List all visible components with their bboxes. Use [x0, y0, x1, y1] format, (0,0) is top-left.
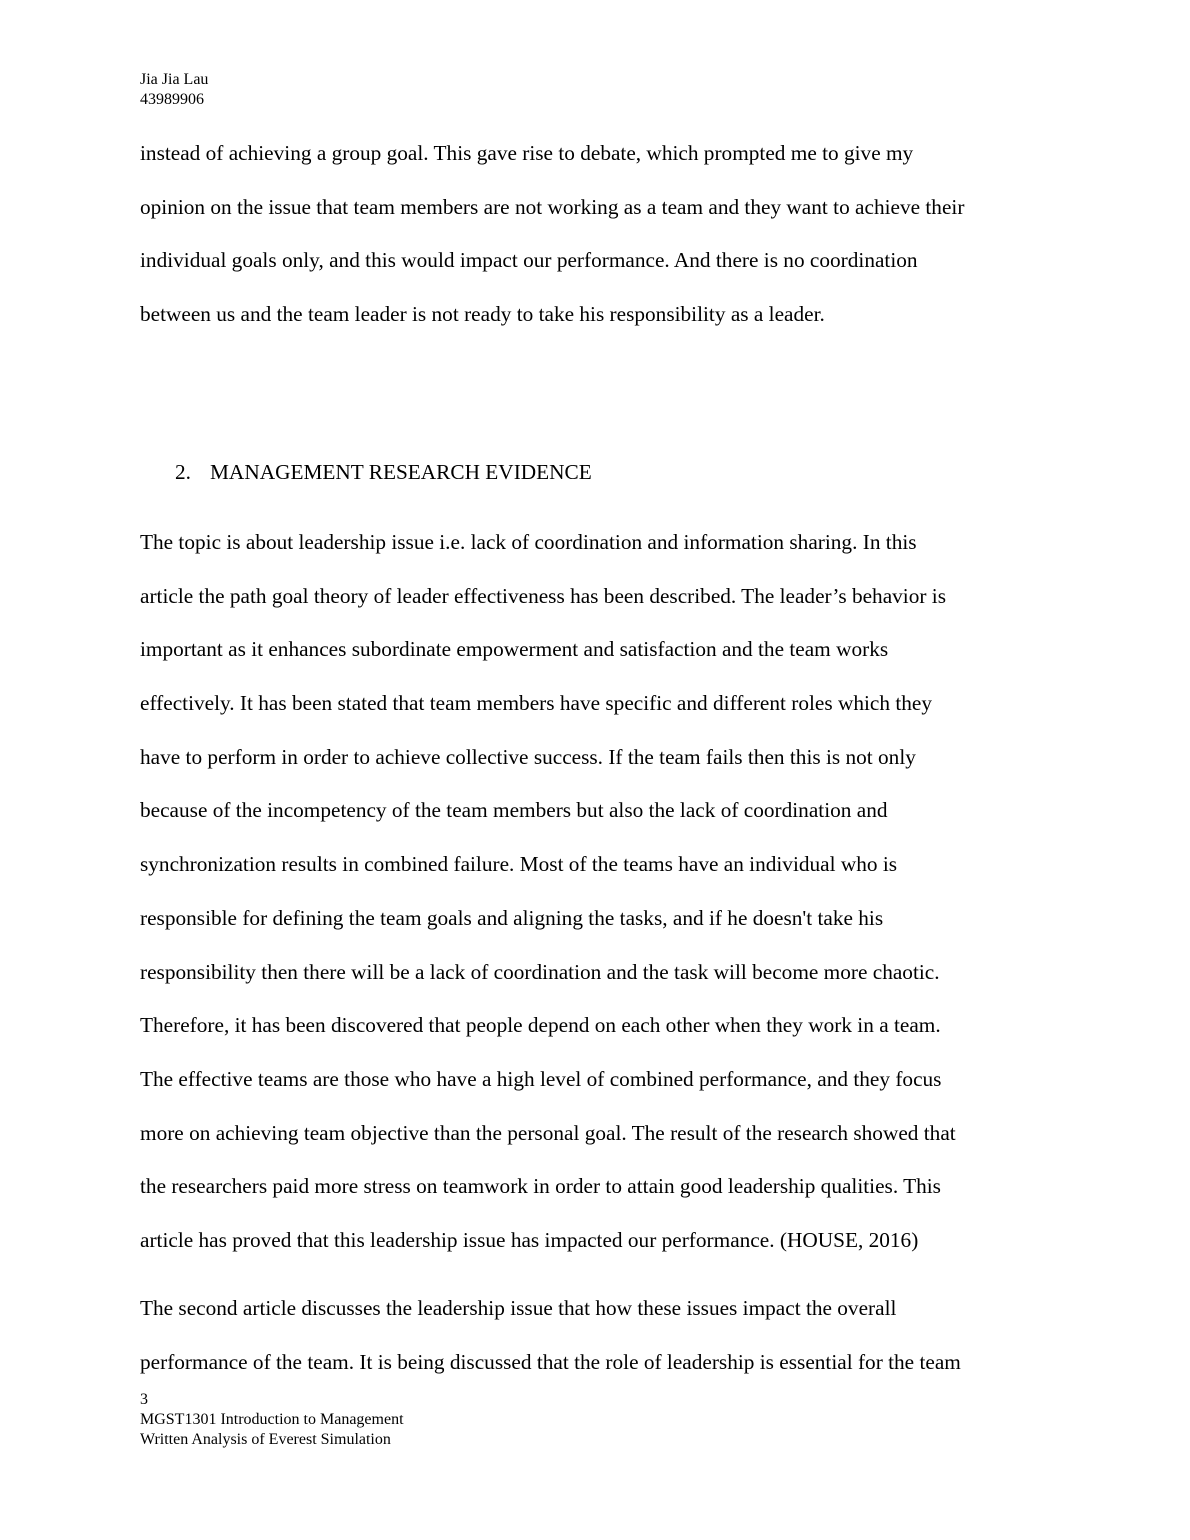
- text-line: The second article discusses the leadership issue that how these issues impact the overall: [140, 1296, 897, 1320]
- text-line: performance of the team. It is being discussed that the role of leadership is essential for the team: [140, 1349, 961, 1374]
- section-title: MANAGEMENT RESEARCH EVIDENCE: [210, 460, 592, 484]
- paragraph-continuation: [140, 127, 1055, 342]
- text-line: instead of achieving a group goal. This gave rise to debate, which prompted me to give my: [140, 141, 914, 165]
- text-line: opinion on the issue that team members are not working as a team and they want to achieve their: [140, 194, 965, 219]
- text-line: more on achieving team objective than the personal goal. The result of the research showed that: [140, 1120, 956, 1145]
- page-header: [140, 70, 208, 110]
- text-line: article the path goal theory of leader effectiveness has been described. The leader’s behavior is: [140, 583, 946, 608]
- paragraph-second-article: [140, 1282, 1055, 1389]
- text-line: responsible for defining the team goals and aligning the tasks, and if he doesn't take his: [140, 905, 884, 930]
- text-line: important as it enhances subordinate empowerment and satisfaction and the team works: [140, 637, 889, 662]
- page-number: 3: [140, 1391, 148, 1408]
- assignment-title: Written Analysis of Everest Simulation: [140, 1431, 391, 1448]
- text-line: The topic is about leadership issue i.e. lack of coordination and information sharing. In this: [140, 530, 917, 554]
- paragraph-research-evidence: [140, 516, 1055, 1268]
- course-title: MGST1301 Introduction to Management: [140, 1411, 404, 1428]
- author-name: Jia Jia Lau: [140, 71, 209, 88]
- text-line: responsibility then there will be a lack of coordination and the task will become more chaotic.: [140, 959, 940, 984]
- text-line: The effective teams are those who have a high level of combined performance, and they focus: [140, 1066, 942, 1091]
- text-line: the researchers paid more stress on teamwork in order to attain good leadership qualities. This: [140, 1174, 941, 1199]
- text-line: between us and the team leader is not ready to take his responsibility as a leader.: [140, 302, 825, 327]
- text-line: synchronization results in combined failure. Most of the teams have an individual who is: [140, 852, 898, 877]
- text-line: article has proved that this leadership issue has impacted our performance. (HOUSE, 2016): [140, 1227, 919, 1252]
- text-line: Therefore, it has been discovered that people depend on each other when they work in a team.: [140, 1013, 941, 1038]
- section-number: 2.: [175, 460, 191, 484]
- text-line: because of the incompetency of the team members but also the lack of coordination and: [140, 798, 888, 823]
- student-id: 43989906: [140, 91, 204, 108]
- section-heading: [175, 446, 592, 500]
- text-line: effectively. It has been stated that team members have specific and different roles which they: [140, 691, 933, 716]
- text-line: have to perform in order to achieve collective success. If the team fails then this is not only: [140, 744, 916, 769]
- page-footer: [140, 1390, 404, 1450]
- text-line: individual goals only, and this would impact our performance. And there is no coordination: [140, 248, 918, 273]
